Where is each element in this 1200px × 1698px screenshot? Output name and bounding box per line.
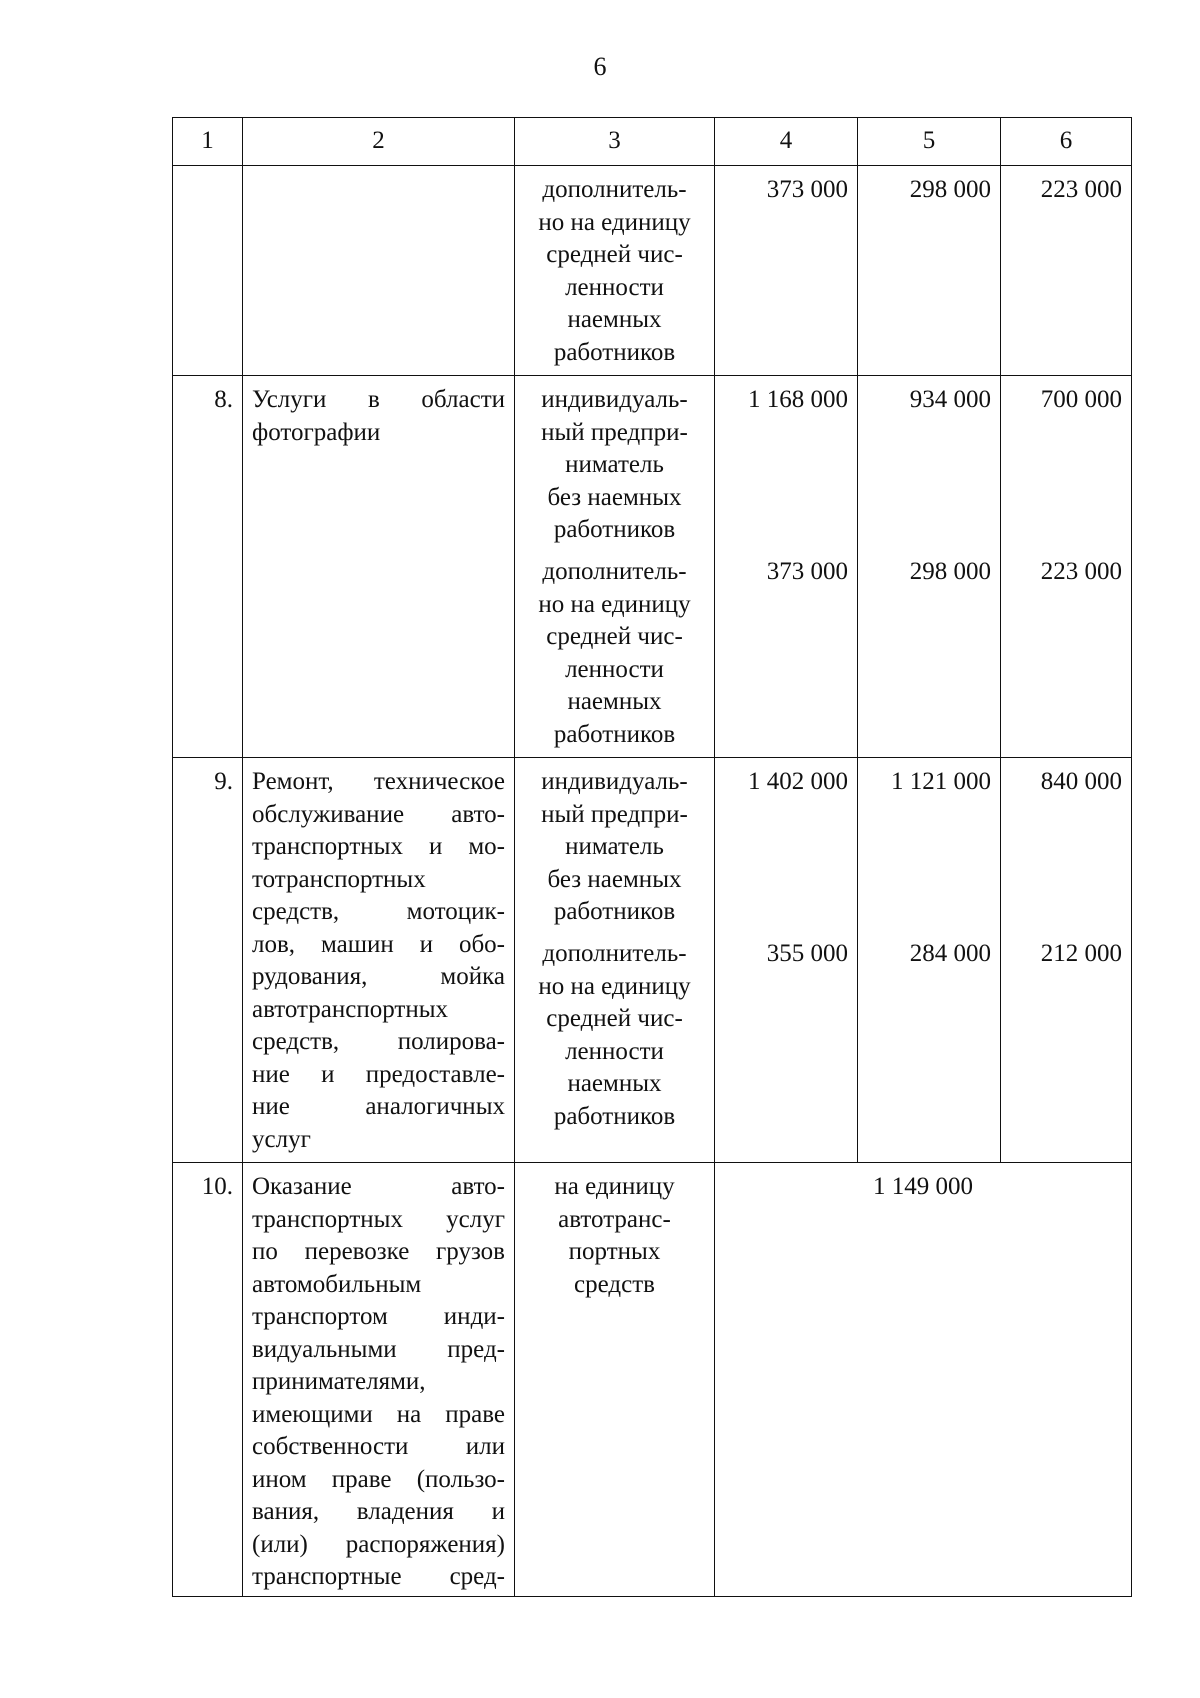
value-col5: 298 000 (909, 558, 991, 585)
column-header: 2 (243, 118, 515, 166)
column-header: 1 (173, 118, 243, 166)
column-header: 5 (858, 118, 1001, 166)
name-line: Ремонт, техническое (252, 768, 505, 795)
unit-line: без наемных (547, 865, 682, 893)
column-header: 6 (1001, 118, 1132, 166)
unit-line: индивидуаль- (541, 386, 688, 413)
unit-cell (515, 758, 715, 1163)
unit-line: средней чис- (546, 623, 683, 650)
unit-line: ный предпри- (541, 418, 688, 446)
unit-line: средней чис- (546, 1005, 683, 1032)
name-line: по перевозке грузов (252, 1238, 505, 1265)
unit-entry (521, 766, 708, 928)
value-col4: 1 402 000 (748, 768, 848, 795)
name-line: ние и предоставле- (252, 1060, 505, 1088)
name-line: видуальными пред- (252, 1335, 505, 1363)
name-line: средств, мотоцик- (252, 898, 505, 925)
name-line: рудования, мойка (252, 963, 505, 990)
row-number: 10. (173, 1163, 243, 1597)
value-col4-cell (715, 376, 858, 758)
name-line: транспортных и мо- (252, 833, 505, 860)
value-col5-cell (858, 758, 1001, 1163)
value-col6-cell (1001, 758, 1132, 1163)
name-line: транспортные сред- (252, 1563, 505, 1590)
table-row (173, 758, 1132, 1163)
name-line: Оказание авто- (252, 1173, 505, 1200)
unit-line: работников (553, 1102, 676, 1130)
name-line: автотранспортных (252, 995, 448, 1023)
value-col6: 223 000 (1040, 558, 1122, 585)
activity-name (243, 1163, 515, 1597)
name-line: лов, машин и обо- (252, 930, 505, 958)
tariff-table (172, 117, 1132, 1597)
unit-entry (521, 556, 708, 751)
value-col6: 840 000 (1040, 768, 1122, 795)
column-header: 4 (715, 118, 858, 166)
unit-line: дополнитель- (542, 940, 687, 967)
name-line: автомобильным (252, 1270, 422, 1298)
value-col4: 1 168 000 (748, 386, 848, 413)
name-line: тотранспортных (252, 865, 426, 893)
unit-line: наемных (567, 306, 662, 333)
activity-name (243, 758, 515, 1163)
unit-line: дополнитель- (542, 176, 687, 203)
page-number: 6 (593, 52, 607, 81)
name-line: средств, полирова- (252, 1028, 505, 1055)
value-col5-cell (858, 376, 1001, 758)
name-line: имеющими на праве (252, 1400, 505, 1428)
activity-name (243, 376, 515, 758)
table-row (173, 166, 1132, 376)
value-col5: 284 000 (909, 940, 991, 967)
unit-line: индивидуаль- (541, 768, 688, 795)
table-row (173, 376, 1132, 758)
unit-line: наемных (567, 1070, 662, 1097)
unit-cell (515, 376, 715, 758)
unit-line: автотранс- (558, 1205, 671, 1233)
value-col6: 223 000 (1001, 166, 1132, 376)
column-header: 3 (515, 118, 715, 166)
value-col6: 212 000 (1040, 940, 1122, 967)
unit-entry (521, 938, 708, 1133)
activity-name (243, 166, 515, 376)
value-col5: 298 000 (858, 166, 1001, 376)
row-number: 8. (173, 376, 243, 758)
name-line: ином праве (пользо- (252, 1465, 505, 1493)
name-line: вания, владения и (252, 1498, 505, 1525)
name-line: транспортных услуг (252, 1205, 505, 1233)
table-header-row (173, 118, 1132, 166)
unit-line: ниматель (565, 451, 664, 478)
unit-line: средней чис- (546, 241, 683, 268)
row-number (173, 166, 243, 376)
name-line: ние аналогичных (252, 1093, 505, 1120)
name-line: принимателями, (252, 1368, 426, 1395)
unit-line: но на единицу (538, 208, 691, 236)
unit-line: ленности (565, 655, 664, 683)
name-line: (или) распоряжения) (252, 1530, 505, 1558)
unit-cell (515, 1163, 715, 1597)
name-line: транспортом инди- (252, 1303, 505, 1330)
name-line: обслуживание авто- (252, 800, 505, 828)
row-number: 9. (173, 758, 243, 1163)
name-line: собственности или (252, 1433, 505, 1460)
unit-line: наемных (567, 688, 662, 715)
unit-line: ниматель (565, 833, 664, 860)
unit-entry (521, 384, 708, 546)
value-col4-cell (715, 758, 858, 1163)
unit-line: работников (553, 898, 676, 925)
value-col4: 373 000 (766, 558, 848, 585)
unit-line: но на единицу (538, 590, 691, 618)
unit-line: но на единицу (538, 972, 691, 1000)
unit-line: работников (553, 516, 676, 543)
unit-line: портных (568, 1238, 661, 1265)
unit-line: дополнитель- (542, 558, 687, 585)
merged-value: 1 149 000 (715, 1163, 1132, 1597)
unit-line: средств (574, 1270, 655, 1298)
name-line: услуг (252, 1125, 311, 1153)
value-col4: 355 000 (766, 940, 848, 967)
unit-line: ленности (565, 1037, 664, 1065)
value-col5: 934 000 (909, 386, 991, 413)
unit-line: на единицу (554, 1173, 675, 1200)
unit-line: работников (553, 338, 676, 366)
unit-line: без наемных (547, 483, 682, 511)
unit-line: ленности (565, 273, 664, 301)
table-row (173, 1163, 1132, 1597)
name-line: Услуги в области (252, 386, 505, 413)
name-line: фотографии (252, 418, 381, 446)
unit-line: ный предпри- (541, 800, 688, 828)
unit-line: работников (553, 720, 676, 748)
value-col6-cell (1001, 376, 1132, 758)
unit-cell (515, 166, 715, 376)
value-col4: 373 000 (715, 166, 858, 376)
value-col6: 700 000 (1040, 386, 1122, 413)
value-col5: 1 121 000 (891, 768, 991, 795)
